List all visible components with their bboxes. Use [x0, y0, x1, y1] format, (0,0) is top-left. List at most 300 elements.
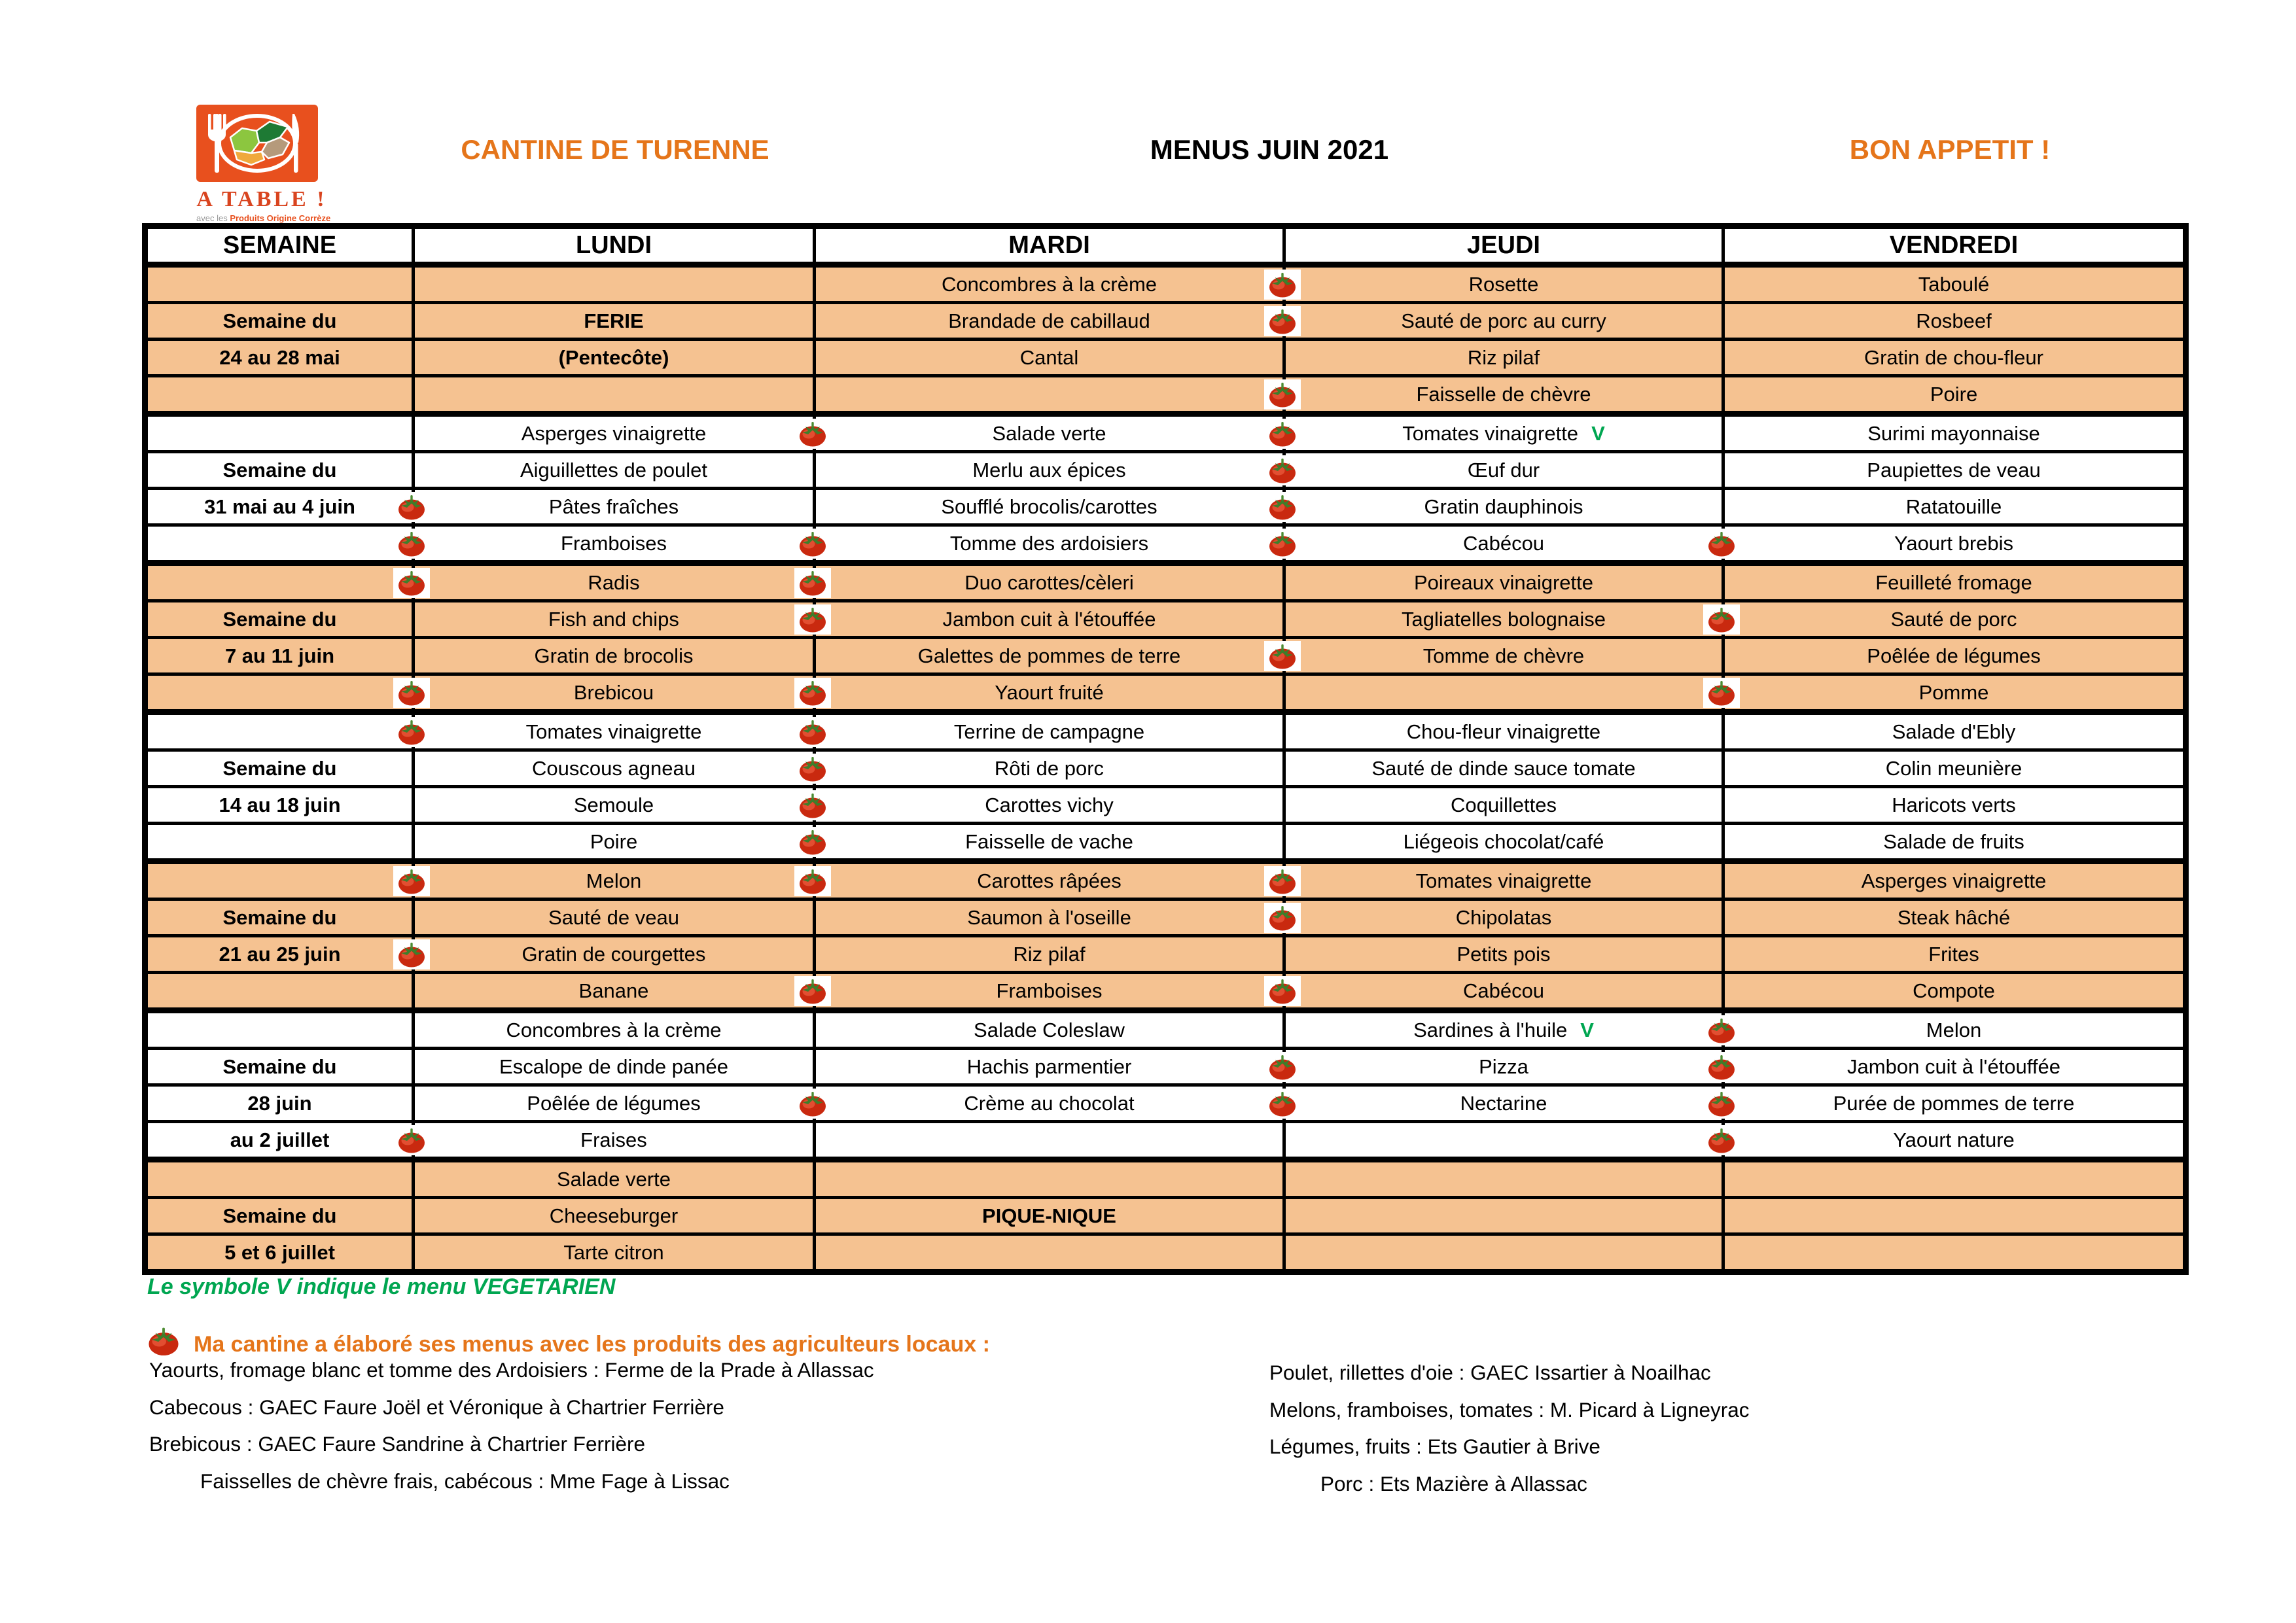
cell-text: Riz pilaf: [1013, 942, 1086, 966]
table-row: [145, 973, 2186, 1011]
tomato-icon: [393, 866, 430, 896]
cell-text: Riz pilaf: [1467, 345, 1540, 369]
cell-text: Semaine du: [222, 1204, 337, 1227]
supplier-line: Légumes, fruits : Ets Gautier à Brive: [1269, 1435, 1600, 1458]
cell-text: Salade verte: [556, 1167, 671, 1191]
table-row: [145, 1085, 2186, 1122]
menu-cell: [414, 452, 815, 489]
menu-cell: [414, 525, 815, 563]
logo-title: A TABLE !: [196, 187, 327, 211]
table-row: [145, 414, 2186, 452]
menu-cell: [414, 750, 815, 787]
cell-text: Cantal: [1019, 345, 1079, 369]
table-row: [145, 303, 2186, 340]
cell-text: Crème au chocolat: [964, 1091, 1135, 1115]
table-row: [145, 452, 2186, 489]
cell-text: Taboulé: [1918, 272, 1990, 296]
table-row: [145, 1011, 2186, 1049]
cell-text: Concombres à la crème: [506, 1018, 722, 1041]
cell-text: Pomme: [1918, 680, 1989, 704]
cell-text: Brandade de cabillaud: [948, 309, 1150, 332]
cell-text: Poêlée de légumes: [527, 1091, 701, 1115]
cell-text: Chipolatas: [1455, 905, 1552, 929]
table-row: [145, 712, 2186, 750]
tomato-icon: [1264, 1089, 1301, 1119]
menu-cell: [815, 936, 1284, 973]
menu-cell: [1723, 973, 2186, 1011]
menu-cell: [1723, 712, 2186, 750]
cell-text: Feuilleté fromage: [1875, 570, 2032, 594]
cell-text: Œuf dur: [1467, 458, 1540, 481]
table-row: [145, 824, 2186, 862]
menu-cell: [1284, 376, 1723, 414]
cell-text: 28 juin: [247, 1091, 312, 1115]
cell-text: Salade d'Ebly: [1892, 720, 2016, 743]
table-row: [145, 1198, 2186, 1234]
tomato-icon: [794, 529, 831, 559]
menu-cell: [414, 1049, 815, 1085]
tomato-icon: [1264, 529, 1301, 559]
cell-text: Colin meunière: [1885, 756, 2022, 780]
cell-text: 21 au 25 juin: [219, 942, 341, 966]
cell-text: Rosbeef: [1916, 309, 1992, 332]
cell-text: Chou-fleur vinaigrette: [1406, 720, 1601, 743]
a-table-logo: [196, 105, 331, 223]
week-cell: [145, 973, 414, 1011]
cell-text: Poire: [590, 829, 638, 853]
supplier-line: Melons, framboises, tomates : M. Picard à Ligneyrac: [1269, 1397, 1750, 1422]
tomato-icon: [393, 568, 430, 598]
week-cell: [145, 899, 414, 936]
table-row: [145, 1160, 2186, 1198]
tomato-icon: [1264, 379, 1301, 410]
menu-cell: [1284, 787, 1723, 824]
menu-cell: [815, 638, 1284, 674]
menu-cell: [815, 712, 1284, 750]
cell-text: Fraises: [580, 1128, 647, 1151]
tomato-icon: [1264, 492, 1301, 522]
cell-text: Frites: [1928, 942, 1979, 966]
table-row: [145, 936, 2186, 973]
supplier-line: Cabecous : GAEC Faure Joël et Véronique à Chartrier Ferrière: [149, 1395, 724, 1419]
week-cell: [145, 525, 414, 563]
tomato-icon: [794, 976, 831, 1006]
menu-cell: [1723, 787, 2186, 824]
menu-cell: [1284, 1122, 1723, 1160]
tomato-icon: [1703, 1015, 1740, 1045]
menu-cell: [1284, 973, 1723, 1011]
menu-cell: [414, 340, 815, 376]
menu-cell: [1723, 1011, 2186, 1049]
menu-cell: [414, 712, 815, 750]
tomato-icon: [794, 754, 831, 784]
cell-text: Aiguillettes de poulet: [520, 458, 708, 481]
cell-text: 14 au 18 juin: [219, 793, 341, 816]
cell-text: Carottes râpées: [977, 869, 1122, 892]
cell-text: Tagliatelles bolognaise: [1402, 607, 1606, 631]
menu-cell: [815, 899, 1284, 936]
menu-cell: [414, 1085, 815, 1122]
menu-cell: [815, 340, 1284, 376]
table-row: [145, 1234, 2186, 1272]
table-row: [145, 1122, 2186, 1160]
menu-cell: [414, 862, 815, 899]
menu-cell: [1723, 489, 2186, 525]
menu-cell: [815, 489, 1284, 525]
tomato-icon: [794, 1089, 831, 1119]
menu-cell: [1284, 1198, 1723, 1234]
menu-cell: [414, 489, 815, 525]
menu-cell: [1723, 376, 2186, 414]
table-row: [145, 563, 2186, 601]
week-cell: [145, 303, 414, 340]
tomato-icon: [393, 717, 430, 747]
tomato-icon: [393, 492, 430, 522]
tomato-icon: [393, 1125, 430, 1155]
menu-cell: [815, 1234, 1284, 1272]
menu-cell: [815, 674, 1284, 712]
vegetarian-v-badge: V: [1580, 1018, 1594, 1041]
menu-cell: [414, 601, 815, 638]
menu-cell: [1284, 824, 1723, 862]
cell-text: Brebicou: [573, 680, 654, 704]
tomato-icon: [1703, 678, 1740, 708]
menu-cell: [414, 414, 815, 452]
cell-text: Gratin de courgettes: [521, 942, 706, 966]
page-title: MENUS JUIN 2021: [1150, 134, 1389, 165]
menu-cell: [815, 376, 1284, 414]
week-cell: [145, 1085, 414, 1122]
menu-cell: [815, 414, 1284, 452]
week-cell: [145, 712, 414, 750]
vegetarian-v-badge: V: [1591, 421, 1605, 445]
table-row: [145, 750, 2186, 787]
cell-text: FERIE: [584, 309, 644, 332]
week-cell: [145, 601, 414, 638]
menu-table: [142, 223, 2189, 1275]
cell-text: Tomme de chèvre: [1422, 644, 1585, 667]
menu-cell: [815, 824, 1284, 862]
cell-text: Poêlée de légumes: [1867, 644, 2041, 667]
menu-cell: [414, 824, 815, 862]
week-cell: [145, 376, 414, 414]
menu-cell: [1723, 414, 2186, 452]
menu-cell: [815, 452, 1284, 489]
tomato-icon: [794, 604, 831, 635]
menu-cell: [1284, 414, 1723, 452]
cell-text: Semaine du: [222, 756, 337, 780]
cell-text: Tomates vinaigrette: [1415, 869, 1592, 892]
cell-text: Tarte citron: [563, 1240, 664, 1264]
tomato-icon: [1264, 903, 1301, 933]
cell-text: Soufflé brocolis/carottes: [941, 495, 1157, 518]
cell-text: Semoule: [573, 793, 654, 816]
table-row: [145, 862, 2186, 899]
cell-text: Concombres à la crème: [941, 272, 1157, 296]
tomato-icon: [1264, 641, 1301, 671]
menu-cell: [414, 936, 815, 973]
tomato-icon: [1703, 529, 1740, 559]
tomato-icon: [794, 827, 831, 857]
cell-text: 24 au 28 mai: [219, 345, 340, 369]
menu-cell: [1723, 750, 2186, 787]
menu-cell: [1723, 862, 2186, 899]
local-producers-title: Ma cantine a élaboré ses menus avec les produits des agriculteurs locaux :: [194, 1332, 990, 1357]
cell-text: Radis: [588, 570, 640, 594]
menu-cell: [414, 674, 815, 712]
cell-text: Merlu aux épices: [972, 458, 1126, 481]
menu-cell: [414, 1198, 815, 1234]
table-row: [145, 674, 2186, 712]
menu-cell: [1284, 601, 1723, 638]
tomato-icon: [794, 717, 831, 747]
tomato-icon: [1264, 270, 1301, 300]
cell-text: Semaine du: [222, 458, 337, 481]
menu-cell: [1723, 303, 2186, 340]
menu-cell: [414, 265, 815, 303]
tomato-icon: [393, 939, 430, 969]
cell-text: Hachis parmentier: [966, 1055, 1132, 1078]
menu-cell: [414, 1234, 815, 1272]
week-cell: [145, 1011, 414, 1049]
tomato-icon: [1264, 976, 1301, 1006]
menu-cell: [1284, 489, 1723, 525]
cell-text: Jambon cuit à l'étouffée: [942, 607, 1156, 631]
tomato-icon: [1264, 306, 1301, 336]
cell-text: Melon: [1926, 1018, 1982, 1041]
fork-icon: [208, 114, 226, 173]
menu-cell: [1723, 452, 2186, 489]
cell-text: Purée de pommes de terre: [1833, 1091, 2075, 1115]
menu-cell: [815, 862, 1284, 899]
cell-text: Sauté de dinde sauce tomate: [1371, 756, 1636, 780]
table-row: [145, 265, 2186, 303]
menu-cell: [1284, 452, 1723, 489]
menu-cell: [815, 265, 1284, 303]
column-header: MARDI: [815, 226, 1284, 265]
week-cell: [145, 824, 414, 862]
menu-cell: [815, 303, 1284, 340]
cell-text: Yaourt fruité: [995, 680, 1104, 704]
cell-text: Fish and chips: [548, 607, 679, 631]
cell-text: Salade Coleslaw: [974, 1018, 1125, 1041]
week-cell: [145, 489, 414, 525]
cell-text: Tomates vinaigrette: [1402, 421, 1579, 445]
cell-text: Salade verte: [992, 421, 1106, 445]
menu-cell: [815, 750, 1284, 787]
cell-text: Coquillettes: [1451, 793, 1557, 816]
menu-cell: [1723, 265, 2186, 303]
menu-cell: [1723, 638, 2186, 674]
menu-cell: [414, 973, 815, 1011]
menu-cell: [1723, 674, 2186, 712]
tomato-icon: [1703, 1052, 1740, 1082]
cell-text: Asperges vinaigrette: [1861, 869, 2047, 892]
cell-text: Gratin dauphinois: [1424, 495, 1583, 518]
menu-cell: [815, 1085, 1284, 1122]
menu-cell: [1284, 265, 1723, 303]
tomato-icon: [794, 419, 831, 449]
menu-cell: [815, 1198, 1284, 1234]
week-cell: [145, 340, 414, 376]
correze-map-icon: [230, 122, 289, 165]
menu-cell: [815, 1160, 1284, 1198]
cell-text: Jambon cuit à l'étouffée: [1847, 1055, 2060, 1078]
cell-text: au 2 juillet: [230, 1128, 330, 1151]
week-cell: [145, 674, 414, 712]
column-header: JEUDI: [1284, 226, 1723, 265]
menu-cell: [414, 1122, 815, 1160]
vegetarian-note: Le symbole V indique le menu VEGETARIEN: [147, 1274, 616, 1299]
tomato-icon: [794, 568, 831, 598]
menu-cell: [1284, 899, 1723, 936]
cell-text: Duo carottes/cèleri: [964, 570, 1134, 594]
cell-text: Rosette: [1468, 272, 1539, 296]
table-row: [145, 489, 2186, 525]
menu-cell: [1284, 563, 1723, 601]
week-cell: [145, 265, 414, 303]
menu-cell: [1284, 674, 1723, 712]
menu-cell: [1723, 1122, 2186, 1160]
tomato-icon: [393, 529, 430, 559]
menu-cell: [1723, 1049, 2186, 1085]
menu-cell: [1284, 712, 1723, 750]
cell-text: Cabécou: [1462, 531, 1545, 555]
week-cell: [145, 1049, 414, 1085]
cell-text: Tomme des ardoisiers: [949, 531, 1149, 555]
table-row: [145, 376, 2186, 414]
bon-appetit-title: BON APPETIT !: [1849, 134, 2051, 165]
cell-text: Petits pois: [1457, 942, 1551, 966]
cell-text: Haricots verts: [1892, 793, 2016, 816]
tomato-icon: [1264, 866, 1301, 896]
cell-text: Faisselle de vache: [965, 829, 1133, 853]
cell-text: Poire: [1930, 382, 1978, 406]
menu-cell: [1284, 638, 1723, 674]
menu-cell: [815, 1049, 1284, 1085]
supplier-line: Brebicous : GAEC Faure Sandrine à Chartrier Ferrière: [149, 1432, 646, 1456]
menu-cell: [414, 638, 815, 674]
menu-cell: [815, 525, 1284, 563]
cell-text: Framboises: [996, 979, 1103, 1002]
menu-cell: [1723, 340, 2186, 376]
cell-text: Paupiettes de veau: [1867, 458, 2041, 481]
week-cell: [145, 1198, 414, 1234]
menu-cell: [1284, 862, 1723, 899]
menu-cell: [414, 787, 815, 824]
cell-text: Liégeois chocolat/café: [1403, 829, 1604, 853]
week-cell: [145, 750, 414, 787]
menu-cell: [414, 376, 815, 414]
cell-text: Tomates vinaigrette: [525, 720, 702, 743]
menu-cell: [815, 973, 1284, 1011]
week-cell: [145, 1234, 414, 1272]
cell-text: Galettes de pommes de terre: [917, 644, 1181, 667]
week-cell: [145, 787, 414, 824]
tomato-icon: [1264, 419, 1301, 449]
column-header: SEMAINE: [145, 226, 414, 265]
cell-text: PIQUE-NIQUE: [982, 1204, 1116, 1227]
week-cell: [145, 414, 414, 452]
menu-cell: [1284, 1049, 1723, 1085]
cell-text: (Pentecôte): [558, 345, 669, 369]
menu-cell: [1284, 936, 1723, 973]
table-row: [145, 638, 2186, 674]
menu-cell: [1723, 1160, 2186, 1198]
menu-cell: [815, 1011, 1284, 1049]
tomato-icon: [1703, 604, 1740, 635]
cell-text: Semaine du: [222, 607, 337, 631]
menu-cell: [1723, 899, 2186, 936]
menu-cell: [1284, 1085, 1723, 1122]
table-header-row: [145, 226, 2186, 265]
cell-text: Semaine du: [222, 309, 337, 332]
menu-cell: [1723, 1198, 2186, 1234]
menu-cell: [815, 1122, 1284, 1160]
cell-text: Banane: [578, 979, 649, 1002]
cell-text: Gratin de brocolis: [534, 644, 694, 667]
supplier-line: Faisselles de chèvre frais, cabécous : Mme Fage à Lissac: [200, 1469, 730, 1493]
tomato-icon: [1264, 455, 1301, 485]
menu-cell: [1723, 525, 2186, 563]
cell-text: Cabécou: [1462, 979, 1545, 1002]
cell-text: 7 au 11 juin: [224, 644, 335, 667]
cell-text: Saumon à l'oseille: [967, 905, 1131, 929]
menu-cell: [1723, 601, 2186, 638]
cell-text: 31 mai au 4 juin: [204, 495, 355, 518]
menu-cell: [1284, 340, 1723, 376]
cell-text: Escalope de dinde panée: [499, 1055, 728, 1078]
menu-cell: [1284, 1160, 1723, 1198]
menu-cell: [1284, 525, 1723, 563]
menu-cell: [414, 1160, 815, 1198]
supplier-line: Porc : Ets Mazière à Allassac: [1320, 1471, 1587, 1495]
menu-cell: [1723, 563, 2186, 601]
cell-text: Sauté de veau: [548, 905, 679, 929]
cell-text: Melon: [586, 869, 642, 892]
column-header: LUNDI: [414, 226, 815, 265]
menu-cell: [1284, 750, 1723, 787]
tomato-icon: [1703, 1089, 1740, 1119]
table-row: [145, 899, 2186, 936]
cell-text: Gratin de chou-fleur: [1864, 345, 2043, 369]
tomato-icon: [393, 678, 430, 708]
week-cell: [145, 563, 414, 601]
plate-fork-knife-icon: [196, 105, 318, 182]
cell-text: Ratatouille: [1905, 495, 2002, 518]
cell-text: Framboises: [561, 531, 667, 555]
table-row: [145, 1049, 2186, 1085]
week-cell: [145, 638, 414, 674]
menu-cell: [1723, 1085, 2186, 1122]
supplier-line: Poulet, rillettes d'oie : GAEC Issartier à Noailhac: [1269, 1361, 1711, 1384]
cell-text: Yaourt nature: [1893, 1128, 2015, 1151]
cell-text: Sauté de porc: [1890, 607, 2017, 631]
logo-subtitle: avec les Produits Origine Corrèze: [196, 213, 331, 223]
week-cell: [145, 452, 414, 489]
menu-cell: [414, 1011, 815, 1049]
menu-cell: [1723, 936, 2186, 973]
week-cell: [145, 936, 414, 973]
cell-text: Carottes vichy: [985, 793, 1114, 816]
menu-cell: [1723, 1234, 2186, 1272]
cell-text: Nectarine: [1460, 1091, 1547, 1115]
cell-text: Terrine de campagne: [953, 720, 1145, 743]
cell-text: Pizza: [1479, 1055, 1528, 1078]
tomato-icon: [794, 866, 831, 896]
menu-cell: [1284, 303, 1723, 340]
cell-text: Sardines à l'huile: [1413, 1018, 1568, 1041]
